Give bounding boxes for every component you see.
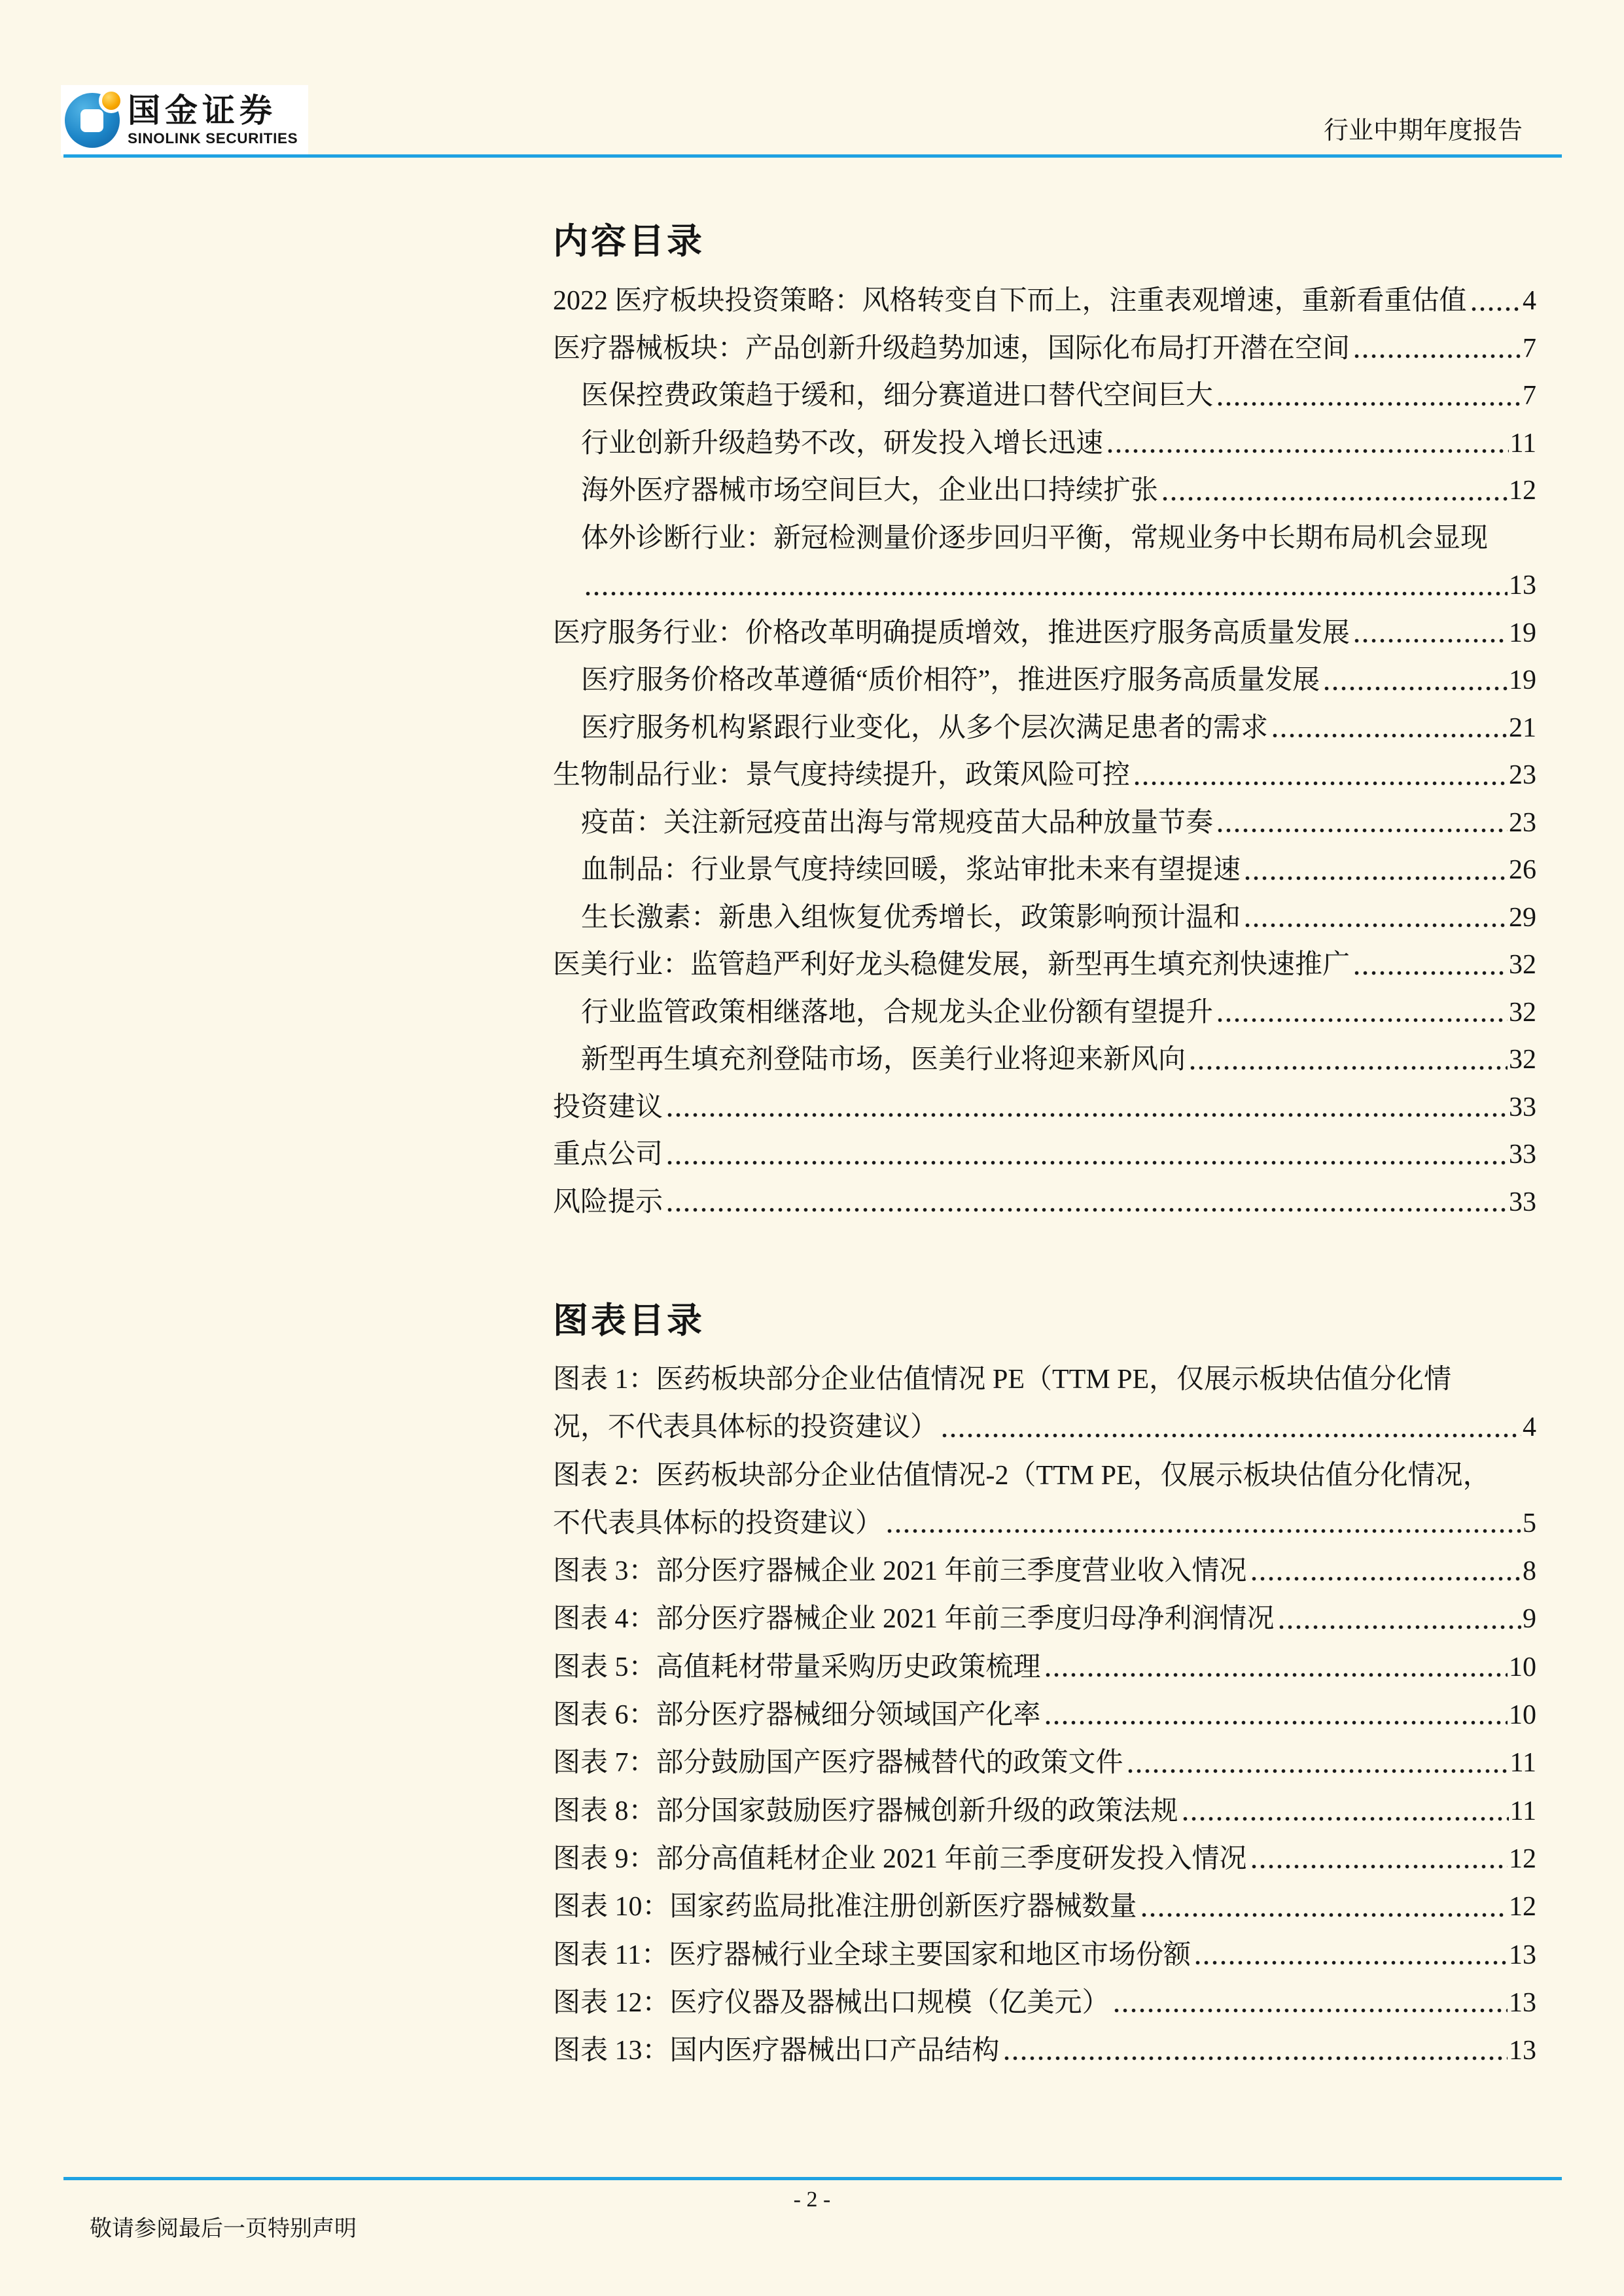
figures-list xyxy=(553,1353,1536,2072)
dot-leader xyxy=(665,1097,1508,1123)
entry-text: 医疗服务行业：价格改革明确提质增效，推进医疗服务高质量发展 xyxy=(553,617,1350,648)
dot-leader xyxy=(1271,718,1508,744)
toc-entry xyxy=(553,1034,1536,1082)
entry-page-number: 19 xyxy=(1509,617,1536,648)
dot-leader xyxy=(1470,291,1521,317)
entry-page-number: 33 xyxy=(1509,1139,1536,1170)
entry-page-number: 19 xyxy=(1509,665,1536,696)
toc-column xyxy=(553,0,1536,2296)
entry-page-number: 32 xyxy=(1509,997,1536,1028)
dot-leader xyxy=(885,1513,1521,1539)
toc-entry xyxy=(553,513,1536,561)
entry-page-number: 4 xyxy=(1523,1412,1536,1443)
toc-entry xyxy=(553,1177,1536,1225)
toc-entry xyxy=(553,418,1536,466)
entry-page-number: 7 xyxy=(1523,333,1536,364)
figure-entry xyxy=(553,1977,1536,2025)
entry-page-number: 21 xyxy=(1509,712,1536,743)
dot-leader xyxy=(665,1145,1508,1171)
toc-entry xyxy=(553,323,1536,371)
entry-text: 图表 13：国内医疗器械出口产品结构 xyxy=(553,2036,1000,2066)
entry-page-number: 8 xyxy=(1523,1556,1536,1587)
entry-page-number: 23 xyxy=(1509,760,1536,791)
entry-text: 况，不代表具体标的投资建议） xyxy=(553,1412,938,1443)
report-type-label: 行业中期年度报告 xyxy=(1323,117,1523,145)
dot-leader xyxy=(1216,812,1508,839)
logo-company-name: 国金证券 xyxy=(128,92,277,130)
entry-page-number: 11 xyxy=(1509,1796,1536,1826)
toc-entry xyxy=(553,703,1536,750)
toc-entry xyxy=(553,370,1536,418)
dot-leader xyxy=(1277,1609,1521,1635)
entry-page-number: 13 xyxy=(1509,1987,1536,2018)
entry-text: 医疗器械板块：产品创新升级趋势加速，国际化布局打开潜在空间 xyxy=(553,333,1350,364)
dot-leader xyxy=(1044,1705,1508,1731)
contents-list xyxy=(553,275,1536,1224)
entry-text: 图表 5：高值耗材带量采购历史政策梳理 xyxy=(553,1652,1041,1682)
dot-leader xyxy=(1161,481,1508,507)
toc-entry xyxy=(553,987,1536,1035)
entry-text: 行业创新升级趋势不改，研发投入增长迅速 xyxy=(581,428,1104,459)
figure-entry xyxy=(553,1401,1536,1449)
entry-page-number: 11 xyxy=(1509,1748,1536,1779)
entry-text: 体外诊断行业：新冠检测量价逐步回归平衡，常规业务中长期布局机会显现 xyxy=(581,523,1489,553)
dot-leader xyxy=(1044,1657,1508,1683)
figure-entry xyxy=(553,1929,1536,1977)
entry-text: 医美行业：监管趋严利好龙头稳健发展，新型再生填充剂快速推广 xyxy=(553,950,1350,981)
footer-disclaimer: 敬请参阅最后一页特别声明 xyxy=(90,2217,357,2241)
entry-text: 行业监管政策相继落地，合规龙头企业份额有望提升 xyxy=(581,997,1214,1028)
toc-entry xyxy=(553,608,1536,655)
figure-entry xyxy=(553,1450,1536,1497)
dot-leader xyxy=(1216,1002,1508,1028)
logo-company-name-en: SINOLINK SECURITIES xyxy=(128,130,298,147)
entry-page-number: 13 xyxy=(1509,2036,1536,2066)
dot-leader xyxy=(1133,765,1508,791)
toc-entry xyxy=(553,560,1536,608)
figures-title: 图表目录 xyxy=(553,1301,705,1340)
dot-leader xyxy=(1112,1992,1508,2019)
entry-text: 图表 1：医药板块部分企业估值情况 PE（TTM PE，仅展示板块估值分化情 xyxy=(553,1365,1452,1395)
figure-entry xyxy=(553,1353,1536,1401)
entry-page-number: 5 xyxy=(1523,1508,1536,1539)
dot-leader xyxy=(1352,338,1521,364)
logo-text xyxy=(128,94,298,147)
entry-page-number: 29 xyxy=(1509,902,1536,933)
entry-text: 生长激素：新患入组恢复优秀增长，政策影响预计温和 xyxy=(581,902,1241,933)
dot-leader xyxy=(940,1418,1521,1444)
dot-leader xyxy=(1352,623,1508,649)
entry-page-number: 9 xyxy=(1523,1604,1536,1635)
page-number: - 2 - xyxy=(793,2187,831,2212)
entry-text: 重点公司 xyxy=(553,1139,663,1170)
figure-entry xyxy=(553,1545,1536,1593)
entry-page-number: 23 xyxy=(1509,807,1536,838)
dot-leader xyxy=(1352,955,1508,981)
toc-entry xyxy=(553,465,1536,513)
entry-text: 2022 医疗板块投资策略：风格转变自下而上，注重表观增速，重新看重估值 xyxy=(553,286,1467,317)
entry-text: 医保控费政策趋于缓和，细分赛道进口替代空间巨大 xyxy=(581,381,1214,411)
entry-text: 图表 4：部分医疗器械企业 2021 年前三季度归母净利润情况 xyxy=(553,1604,1275,1635)
figure-entry xyxy=(553,1641,1536,1689)
contents-title: 内容目录 xyxy=(553,222,705,261)
toc-entry xyxy=(553,275,1536,323)
figure-entry xyxy=(553,1689,1536,1737)
entry-text: 新型再生填充剂登陆市场，医美行业将迎来新风向 xyxy=(581,1045,1186,1075)
toc-entry xyxy=(553,939,1536,987)
dot-leader xyxy=(1193,1945,1508,1971)
toc-entry xyxy=(553,750,1536,797)
entry-text: 风险提示 xyxy=(553,1187,663,1217)
toc-entry xyxy=(553,1082,1536,1130)
dot-leader xyxy=(1126,1753,1509,1779)
dot-leader xyxy=(1181,1801,1509,1827)
dot-leader xyxy=(1243,860,1508,886)
figure-entry xyxy=(553,1593,1536,1641)
entry-text: 图表 8：部分国家鼓励医疗器械创新升级的政策法规 xyxy=(553,1796,1178,1826)
entry-page-number: 32 xyxy=(1509,950,1536,981)
entry-page-number: 33 xyxy=(1509,1092,1536,1122)
entry-text: 图表 3：部分医疗器械企业 2021 年前三季度营业收入情况 xyxy=(553,1556,1247,1587)
dot-leader xyxy=(584,576,1508,602)
figure-entry xyxy=(553,1737,1536,1784)
entry-page-number: 13 xyxy=(1509,1939,1536,1970)
dot-leader xyxy=(665,1192,1508,1218)
dot-leader xyxy=(1140,1897,1508,1923)
figure-entry xyxy=(553,1881,1536,1928)
logo-white-square xyxy=(80,109,103,132)
dot-leader xyxy=(1250,1561,1521,1587)
dot-leader xyxy=(1106,433,1509,459)
toc-entry xyxy=(553,797,1536,845)
entry-text: 医疗服务机构紧跟行业变化，从多个层次满足患者的需求 xyxy=(581,712,1269,743)
entry-text: 疫苗：关注新冠疫苗出海与常规疫苗大品种放量节奏 xyxy=(581,807,1214,838)
logo-orange-ball xyxy=(99,88,124,113)
entry-page-number: 10 xyxy=(1509,1700,1536,1731)
toc-entry xyxy=(553,892,1536,940)
dot-leader xyxy=(1243,907,1508,933)
entry-page-number: 33 xyxy=(1509,1187,1536,1217)
entry-page-number: 13 xyxy=(1509,570,1536,601)
toc-entry xyxy=(553,655,1536,703)
dot-leader xyxy=(1002,2040,1508,2066)
entry-text: 图表 10：国家药监局批准注册创新医疗器械数量 xyxy=(553,1892,1137,1922)
entry-text: 图表 12：医疗仪器及器械出口规模（亿美元） xyxy=(553,1987,1110,2018)
entry-page-number: 10 xyxy=(1509,1652,1536,1682)
toc-entry xyxy=(553,844,1536,892)
figure-entry xyxy=(553,1497,1536,1545)
entry-page-number: 26 xyxy=(1509,855,1536,886)
footer-divider xyxy=(63,2177,1562,2180)
dot-leader xyxy=(1322,670,1508,697)
entry-page-number: 32 xyxy=(1509,1045,1536,1075)
entry-page-number: 4 xyxy=(1523,286,1536,317)
entry-page-number: 12 xyxy=(1509,476,1536,506)
entry-text: 血制品：行业景气度持续回暖，浆站审批未来有望提速 xyxy=(581,855,1241,886)
entry-text: 海外医疗器械市场空间巨大，企业出口持续扩张 xyxy=(581,476,1159,506)
entry-text: 不代表具体标的投资建议） xyxy=(553,1508,883,1539)
entry-text: 图表 2：医药板块部分企业估值情况-2（TTM PE，仅展示板块估值分化情况， xyxy=(553,1460,1491,1491)
figure-entry xyxy=(553,1785,1536,1833)
dot-leader xyxy=(1250,1849,1508,1875)
entry-text: 生物制品行业：景气度持续提升，政策风险可控 xyxy=(553,760,1131,791)
entry-text: 医疗服务价格改革遵循“质价相符”，推进医疗服务高质量发展 xyxy=(581,665,1320,696)
entry-page-number: 7 xyxy=(1523,381,1536,411)
figure-entry xyxy=(553,1833,1536,1881)
entry-text: 图表 6：部分医疗器械细分领域国产化率 xyxy=(553,1700,1041,1731)
sinolink-logo-icon xyxy=(65,93,120,148)
entry-page-number: 12 xyxy=(1509,1843,1536,1874)
toc-entry xyxy=(553,1129,1536,1177)
dot-leader xyxy=(1216,386,1521,412)
figure-entry xyxy=(553,2025,1536,2072)
dot-leader xyxy=(1188,1050,1508,1076)
entry-text: 投资建议 xyxy=(553,1092,663,1122)
entry-page-number: 11 xyxy=(1509,428,1536,459)
entry-text: 图表 9：部分高值耗材企业 2021 年前三季度研发投入情况 xyxy=(553,1843,1247,1874)
entry-text: 图表 11：医疗器械行业全球主要国家和地区市场份额 xyxy=(553,1939,1191,1970)
entry-page-number: 12 xyxy=(1509,1892,1536,1922)
sinolink-logo xyxy=(61,85,308,156)
entry-text: 图表 7：部分鼓励国产医疗器械替代的政策文件 xyxy=(553,1748,1123,1779)
